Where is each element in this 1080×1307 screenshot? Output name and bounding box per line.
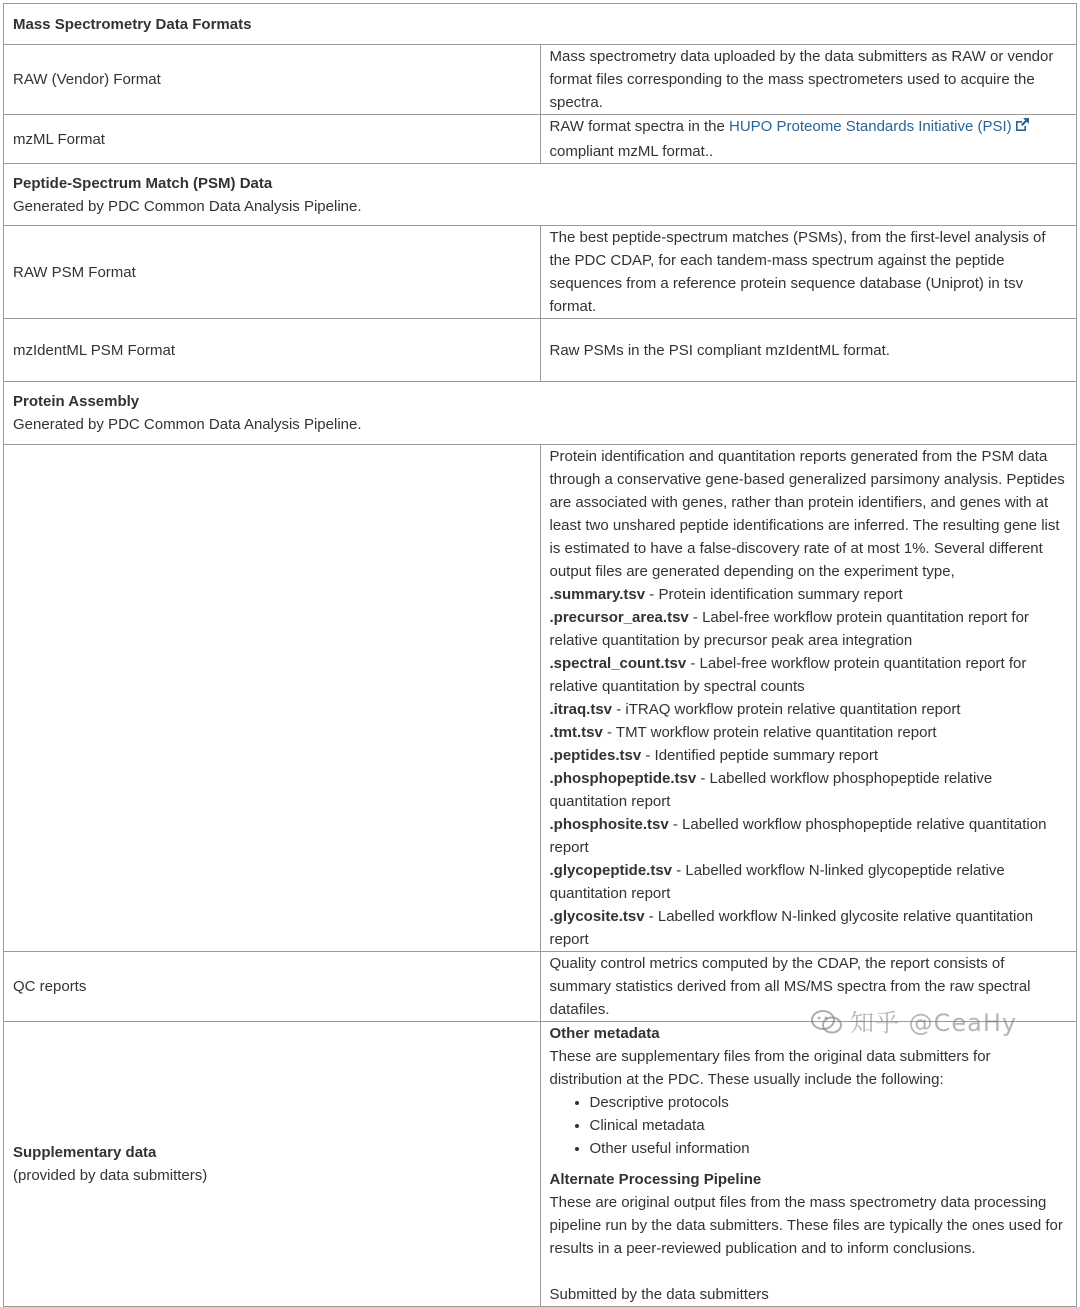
table-row [4,1022,1077,1307]
list-item: • Other useful information [590,1137,1068,1160]
section-mass-spec [4,4,1077,45]
file-entry [550,744,1068,767]
submitted-by: Submitted by the data submitters [549,1286,769,1303]
file-name: .peptides.tsv [549,747,642,764]
description-text: compliant mzML format.. [549,143,714,160]
file-entry [550,721,1068,744]
row-label [4,1022,541,1307]
file-name: .precursor_area.tsv [549,609,689,626]
table-row [4,226,1077,319]
file-desc: - Labelled workflow phosphopeptide relative quantitation report [549,816,1047,856]
supplementary-label: Supplementary data [13,1144,157,1161]
table-row [4,445,1077,952]
row-description [540,115,1077,164]
section-subtitle: Generated by PDC Common Data Analysis Pipeline. [13,416,362,433]
protein-reports-intro: Protein identification and quantitation reports generated from the PSM data through a conservative gene-based generalized parsimony analysis. Peptides are associated with genes, rather than protein identifiers, and genes with at least two unshared peptide identifications are inferred. The resulting gene list is estimated to have a false-discovery rate of at most 1%. Several different output files are generated depending on the experiment type, [549,448,1065,580]
row-label: RAW PSM Format [4,226,541,319]
file-entry [550,606,1068,652]
row-label: QC reports [4,952,541,1022]
alt-pipeline-title: Alternate Processing Pipeline [549,1171,762,1188]
file-desc: - Labelled workflow phosphopeptide relative quantitation report [549,770,993,810]
file-desc: - Labelled workflow N-linked glycosite relative quantitation report [549,908,1034,948]
row-description [540,1022,1077,1307]
section-title: Mass Spectrometry Data Formats [13,15,252,33]
section-protein-assembly [4,382,1077,445]
other-metadata-desc: These are supplementary files from the original data submitters for distribution at the PDC. These usually include the following: [549,1048,991,1088]
file-desc: - Identified peptide summary report [641,747,878,764]
file-desc: - Labelled workflow N-linked glycopeptide relative quantitation report [549,862,1005,902]
file-entry [550,859,1068,905]
file-desc: - TMT workflow protein relative quantitation report [602,724,937,741]
row-label: mzIdentML PSM Format [4,319,541,382]
file-entry [550,813,1068,859]
description-text: RAW format spectra in the [549,118,730,135]
table-row [4,115,1077,164]
psi-link[interactable]: HUPO Proteome Standards Initiative (PSI) [729,118,1012,135]
data-formats-table [3,3,1077,1307]
file-name: .phosphosite.tsv [549,816,669,833]
file-name: .summary.tsv [549,586,646,603]
file-desc: - Protein identification summary report [645,586,903,603]
file-name: .tmt.tsv [549,724,603,741]
section-mass-spec-cell [4,4,1077,45]
row-description: Raw PSMs in the PSI compliant mzIdentML format. [540,319,1077,382]
file-name: .phosphopeptide.tsv [549,770,697,787]
section-subtitle: Generated by PDC Common Data Analysis Pipeline. [13,197,362,215]
section-psm-cell [4,164,1077,226]
list-item: • Clinical metadata [590,1114,1068,1137]
file-entry [550,767,1068,813]
section-psm [4,164,1077,226]
file-desc: - iTRAQ workflow protein relative quantitation report [612,701,961,718]
file-desc: - Label-free workflow protein quantitation report for relative quantitation by precursor peak area integration [549,609,1029,649]
metadata-list [550,1091,1068,1160]
row-description: Quality control metrics computed by the CDAP, the report consists of summary statistics derived from all MS/MS spectra from the raw spectral datafiles. [540,952,1077,1022]
file-name: .glycopeptide.tsv [549,862,673,879]
watermark-text: 知乎 @CeaHy [850,1009,1018,1037]
list-item: • Descriptive protocols [590,1091,1068,1114]
file-name: .spectral_count.tsv [549,655,687,672]
file-name: .glycosite.tsv [549,908,645,925]
section-title: Peptide-Spectrum Match (PSM) Data [13,174,273,192]
supplementary-label-note: (provided by data submitters) [13,1167,208,1184]
section-protein-cell [4,382,1077,445]
other-metadata-title: Other metadata [549,1025,660,1042]
row-description: Mass spectrometry data uploaded by the data submitters as RAW or vendor format files corresponding to the mass spectrometers used to acquire the spectra. [540,45,1077,115]
row-label: RAW (Vendor) Format [4,45,541,115]
row-description: The best peptide-spectrum matches (PSMs), from the first-level analysis of the PDC CDAP, for each tandem-mass spectrum against the peptide sequences from a reference protein sequence database (Uniprot) in tsv format. [540,226,1077,319]
file-entry [550,698,1068,721]
external-link-icon[interactable] [1014,117,1030,140]
row-label: mzML Format [4,115,541,164]
section-title: Protein Assembly [13,393,140,410]
file-name: .itraq.tsv [549,701,613,718]
file-entry [550,905,1068,951]
alt-pipeline-desc: These are original output files from the mass spectrometry data processing pipeline run by the data submitters. These files are typically the ones used for results in a peer-reviewed publication and to inform conclusions. [549,1194,1063,1257]
table-row [4,45,1077,115]
row-label-empty [4,445,541,952]
row-description [540,445,1077,952]
file-entry [550,652,1068,698]
file-entry [550,583,1068,606]
table-row [4,952,1077,1022]
table-row [4,319,1077,382]
file-desc: - Label-free workflow protein quantitation report for relative quantitation by spectral counts [549,655,1027,695]
